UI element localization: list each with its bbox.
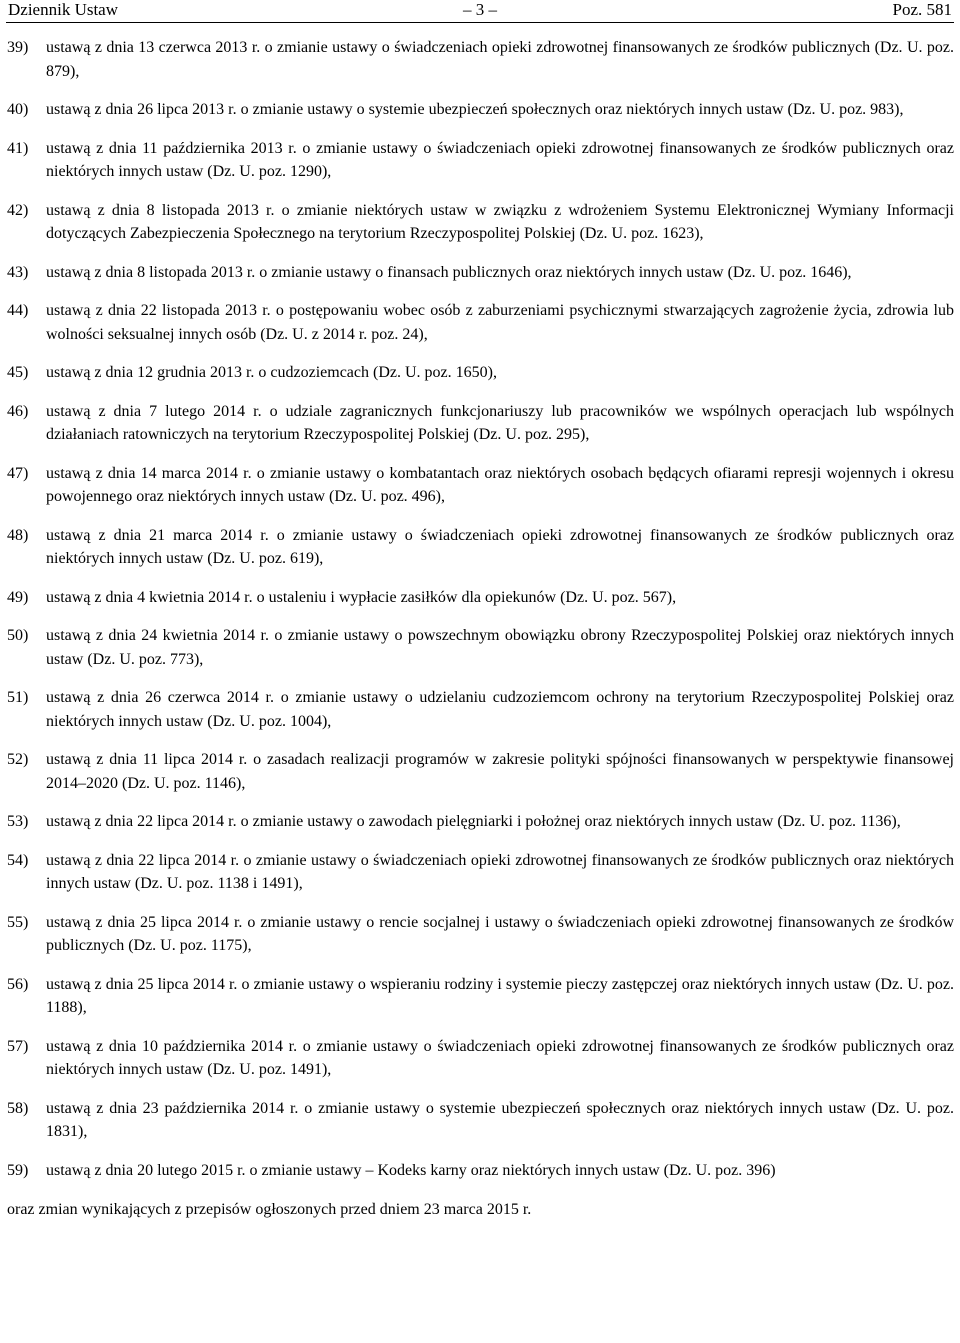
list-item <box>6 400 954 447</box>
item-number: 44) <box>7 302 29 319</box>
list-item <box>6 36 954 83</box>
item-text: ustawą z dnia 7 lutego 2014 r. o udziale zagranicznych funkcjonariuszy lub pracowników we wspólnych operacjach lub wspólnych działaniach ratowniczych na terytorium Rzeczypospolitej Polskiej (Dz. U. poz. 295), <box>46 402 954 443</box>
item-number: 52) <box>7 751 29 768</box>
list-item <box>6 586 954 610</box>
item-text: ustawą z dnia 8 listopada 2013 r. o zmianie niektórych ustaw w związku z wdrożeniem Systemu Elektronicznej Wymiany Informacji dotyczących Zabezpieczenia Społecznego na terytorium Rzeczypospolitej Polskiej (Dz. U. poz. 1623), <box>46 201 954 242</box>
list-item <box>6 1035 954 1082</box>
item-number: 42) <box>7 201 29 219</box>
item-number: 55) <box>7 913 29 931</box>
list-item <box>6 361 954 385</box>
item-number: 56) <box>7 975 29 993</box>
item-number: 58) <box>7 1099 29 1117</box>
item-text: ustawą z dnia 11 października 2013 r. o zmianie ustawy o świadczeniach opieki zdrowotnej finansowanych ze środków publicznych oraz niektórych innych ustaw (Dz. U. poz. 1290), <box>46 139 954 180</box>
item-text: ustawą z dnia 8 listopada 2013 r. o zmianie ustawy o finansach publicznych oraz niektórych innych ustaw (Dz. U. poz. 1646), <box>46 263 852 281</box>
item-text: ustawą z dnia 12 grudnia 2013 r. o cudzoziemcach (Dz. U. poz. 1650), <box>46 364 497 381</box>
list-item <box>6 810 954 834</box>
list-item <box>6 911 954 958</box>
item-text: ustawą z dnia 24 kwietnia 2014 r. o zmianie ustawy o powszechnym obowiązku obrony Rzeczypospolitej Polskiej oraz niektórych innych ustaw (Dz. U. poz. 773), <box>46 627 954 668</box>
item-text: ustawą z dnia 26 czerwca 2014 r. o zmianie ustawy o udzielaniu cudzoziemcom ochrony na terytorium Rzeczypospolitej Polskiej oraz niektórych innych ustaw (Dz. U. poz. 1004), <box>46 689 954 730</box>
list-item <box>6 1097 954 1144</box>
item-number: 46) <box>7 402 29 420</box>
item-number: 59) <box>7 1161 29 1179</box>
item-number: 51) <box>7 689 29 706</box>
item-number: 39) <box>7 39 29 56</box>
list-item <box>6 137 954 184</box>
item-number: 47) <box>7 464 29 482</box>
list-item <box>6 98 954 122</box>
list-item <box>6 973 954 1020</box>
list-item <box>6 849 954 896</box>
list-item <box>6 686 954 733</box>
closing-text: oraz zmian wynikających z przepisów ogłoszonych przed dniem 23 marca 2015 r. <box>7 1201 532 1218</box>
item-number: 57) <box>7 1037 29 1055</box>
item-number: 45) <box>7 364 29 381</box>
item-text: ustawą z dnia 22 lipca 2014 r. o zmianie ustawy o zawodach pielęgniarki i położnej oraz niektórych innych ustaw (Dz. U. poz. 1136), <box>46 813 901 830</box>
journal-title: Dziennik Ustaw <box>8 0 119 19</box>
list-item <box>6 462 954 509</box>
list-item <box>6 524 954 571</box>
list-item <box>6 1159 954 1183</box>
item-number: 43) <box>7 263 29 281</box>
list-item <box>6 624 954 671</box>
item-text: ustawą z dnia 25 lipca 2014 r. o zmianie ustawy o wspieraniu rodziny i systemie pieczy zastępczej oraz niektórych innych ustaw (Dz. U. poz. 1188), <box>46 975 954 1016</box>
item-text: ustawą z dnia 23 października 2014 r. o zmianie ustawy o systemie ubezpieczeń społecznych oraz niektórych innych ustaw (Dz. U. poz. 1831), <box>46 1099 954 1140</box>
item-text: ustawą z dnia 11 lipca 2014 r. o zasadach realizacji programów w zakresie polityki spójności finansowanych w perspektywie finansowej 2014–2020 (Dz. U. poz. 1146), <box>46 751 954 792</box>
page-number: – 3 – <box>463 0 497 19</box>
item-text: ustawą z dnia 22 lipca 2014 r. o zmianie ustawy o świadczeniach opieki zdrowotnej finansowanych ze środków publicznych oraz niektórych innych ustaw (Dz. U. poz. 1138 i 1491), <box>46 851 954 892</box>
item-number: 53) <box>7 813 29 830</box>
item-number: 54) <box>7 851 29 869</box>
list-item <box>6 199 954 246</box>
list-item <box>6 261 954 285</box>
amendment-list <box>6 36 954 1182</box>
item-text: ustawą z dnia 10 października 2014 r. o zmianie ustawy o świadczeniach opieki zdrowotnej finansowanych ze środków publicznych oraz niektórych innych ustaw (Dz. U. poz. 1491), <box>46 1037 954 1078</box>
item-text: ustawą z dnia 4 kwietnia 2014 r. o ustaleniu i wypłacie zasiłków dla opiekunów (Dz. U. poz. 567), <box>46 588 677 606</box>
item-text: ustawą z dnia 14 marca 2014 r. o zmianie ustawy o kombatantach oraz niektórych osobach będących ofiarami represji wojennych i okresu powojennego oraz niektórych innych ustaw (Dz. U. poz. 496), <box>46 464 954 505</box>
list-item <box>6 748 954 795</box>
item-text: ustawą z dnia 26 lipca 2013 r. o zmianie ustawy o systemie ubezpieczeń społecznych oraz niektórych innych ustaw (Dz. U. poz. 983), <box>46 101 904 118</box>
list-item <box>6 299 954 346</box>
item-text: ustawą z dnia 21 marca 2014 r. o zmianie ustawy o świadczeniach opieki zdrowotnej finansowanych ze środków publicznych oraz niektórych innych ustaw (Dz. U. poz. 619), <box>46 526 954 567</box>
item-text: ustawą z dnia 13 czerwca 2013 r. o zmianie ustawy o świadczeniach opieki zdrowotnej finansowanych ze środków publicznych (Dz. U. poz. 879), <box>46 39 954 80</box>
item-number: 48) <box>7 526 29 544</box>
item-number: 49) <box>7 588 29 606</box>
item-number: 50) <box>7 627 29 644</box>
item-text: ustawą z dnia 25 lipca 2014 r. o zmianie ustawy o rencie socjalnej i ustawy o świadczeniach opieki zdrowotnej finansowanych ze środków publicznych (Dz. U. poz. 1175), <box>46 913 954 954</box>
item-text: ustawą z dnia 22 listopada 2013 r. o postępowaniu wobec osób z zaburzeniami psychicznymi stwarzających zagrożenie życia, zdrowia lub wolności seksualnej innych osób (Dz. U. z 2014 r. poz. 24), <box>46 302 954 343</box>
page-header <box>6 0 954 23</box>
item-text: ustawą z dnia 20 lutego 2015 r. o zmianie ustawy – Kodeks karny oraz niektórych innych ustaw (Dz. U. poz. 396) <box>46 1161 776 1179</box>
position-number: Poz. 581 <box>892 0 952 19</box>
item-number: 41) <box>7 139 29 157</box>
item-number: 40) <box>7 101 29 118</box>
